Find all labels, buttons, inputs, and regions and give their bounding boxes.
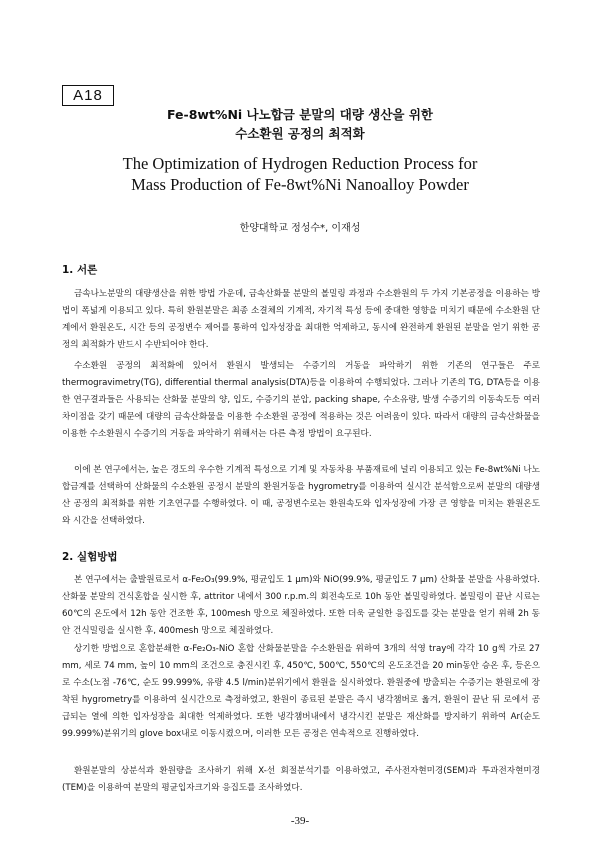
methods-paragraph-3: 환원분말의 상분석과 환원량을 조사하기 위해 X-선 회절분석기를 이용하였고, 주사전자현미경(SEM)과 투과전자현미경(TEM)을 이용하여 분말의 평균입자크기와 응집도를 조사하였다.: [62, 766, 540, 794]
english-title-line-2: Mass Production of Fe-8wt%Ni Nanoalloy Powder: [131, 175, 469, 194]
methods-paragraph-2: 상기한 방법으로 혼합분쇄한 α-Fe₂O₃-NiO 혼합 산화물분말을 수소환원을 위하여 3개의 석영 tray에 각각 10 g씩 가로 27 mm, 세로 74 mm, 높이 10 mm의 조건으로 충진시킨 후, 450℃, 500℃, 550℃의 온도조건을 20 min동안 승온 후, 등온으로 수소(노점 -76℃, 순도 99.999%, 유량 4.5 l/min)분위기에서 환원을 실시하였다. 환원중에 방출되는 수증기는 환원로에 장착된 hygrometry를 이용하여 실시간으로 측정하였고, 환원이 종료된 분말은 즉시 냉각챔버로 옮겨, 환원이 끝난 뒤 로에서 공급되는 열에 의한 입자성장을 최대한 억제하였다. 또한 냉각챔버내에서 냉각시킨 분말은 재산화를 방지하기 위하여 Ar(순도 99.999%)분위기의 glove box내로 이동시켰으며, 이러한 모든 공정은 연속적으로 진행하였다.: [62, 644, 540, 740]
section-heading-introduction: 1. 서론: [62, 264, 98, 276]
korean-title-line-2: 수소환원 공정의 최적화: [235, 126, 365, 141]
abstract-code-box: A18: [62, 85, 114, 106]
section-heading-methods: 2. 실험방법: [62, 551, 118, 563]
intro-paragraph-1: 금속나노분말의 대량생산을 위한 방법 가운데, 금속산화물 분말의 볼밀링 과정과 수소환원의 두 가지 기본공정을 이용하는 방법이 폭넓게 이용되고 있다. 특히 환원분말은 최종 소결체의 기계적, 자기적 특성 등에 중대한 영향을 미치기 때문에 수소환원 단계에서 환원온도, 시간 등의 공정변수 제어를 통하여 입자성장을 최대한 억제하고, 동시에 완전하게 환원된 분말을 얻기 위한 공정의 최적화가 반드시 수반되어야 한다.: [62, 289, 540, 351]
methods-paragraph-1: 본 연구에서는 출발원료로서 α-Fe₂O₃(99.9%, 평균입도 1 μm)와 NiO(99.9%, 평균입도 7 μm) 산화물 분말을 사용하였다. 산화물 분말의 건식혼합을 실시한 후, attritor 내에서 300 r.p.m.의 회전속도로 10h 동안 볼밀링하였다. 볼밀링이 끝난 시료는 60℃의 온도에서 12h 동안 건조한 후, 100mesh 망으로 체질하였다. 또한 더욱 균일한 응집도를 갖는 분말을 얻기 위해 2h 동안 건식밀링을 실시한 후, 400mesh 망으로 체질하였다.: [62, 575, 540, 637]
authors: 한양대학교 정성수*, 이재성: [239, 223, 361, 234]
intro-paragraph-3: 이에 본 연구에서는, 높은 경도의 우수한 기계적 특성으로 기계 및 자동차용 부품재료에 널리 이용되고 있는 Fe-8wt%Ni 나노합금계를 선택하여 산화물의 수소환원 공정시 분말의 환원거동을 hygrometry를 이용하여 실시간 분석함으로써 분말의 대량생산 공정의 최적화를 위한 기초연구를 수행하였다. 이 때, 공정변수로는 환원속도와 입자성장에 가장 큰 영향을 미치는 환원온도와 시간을 선택하였다.: [62, 465, 540, 527]
korean-title: [0, 105, 600, 143]
english-title-line-1: The Optimization of Hydrogen Reduction Process for: [122, 154, 478, 173]
intro-paragraph-2: 수소환원 공정의 최적화에 있어서 환원시 발생되는 수증기의 거동을 파악하기 위한 기존의 연구들은 주로 thermogravimetry(TG), differential thermal analysis(DTA)등을 이용하여 수행되었다. 그러나 기존의 TG, DTA등을 이용한 연구결과들은 사용되는 산화물 분말의 양, 입도, 수증기의 분압, packing shape, 수소유량, 발생 수증기의 이동속도등 여러 차이점을 갖기 때문에 대량의 금속산화물을 이용한 수소환원 공정에 적용하는 것은 어려움이 있다. 따라서 대량의 금속산화물을 이용한 수소환원시 수증기의 거동을 파악하기 위해서는 다른 측정 방법이 요구된다.: [62, 361, 540, 440]
english-title: [0, 153, 600, 195]
page-number: -39-: [290, 815, 310, 827]
korean-title-line-1: Fe-8wt%Ni 나노합금 분말의 대량 생산을 위한: [167, 107, 433, 122]
